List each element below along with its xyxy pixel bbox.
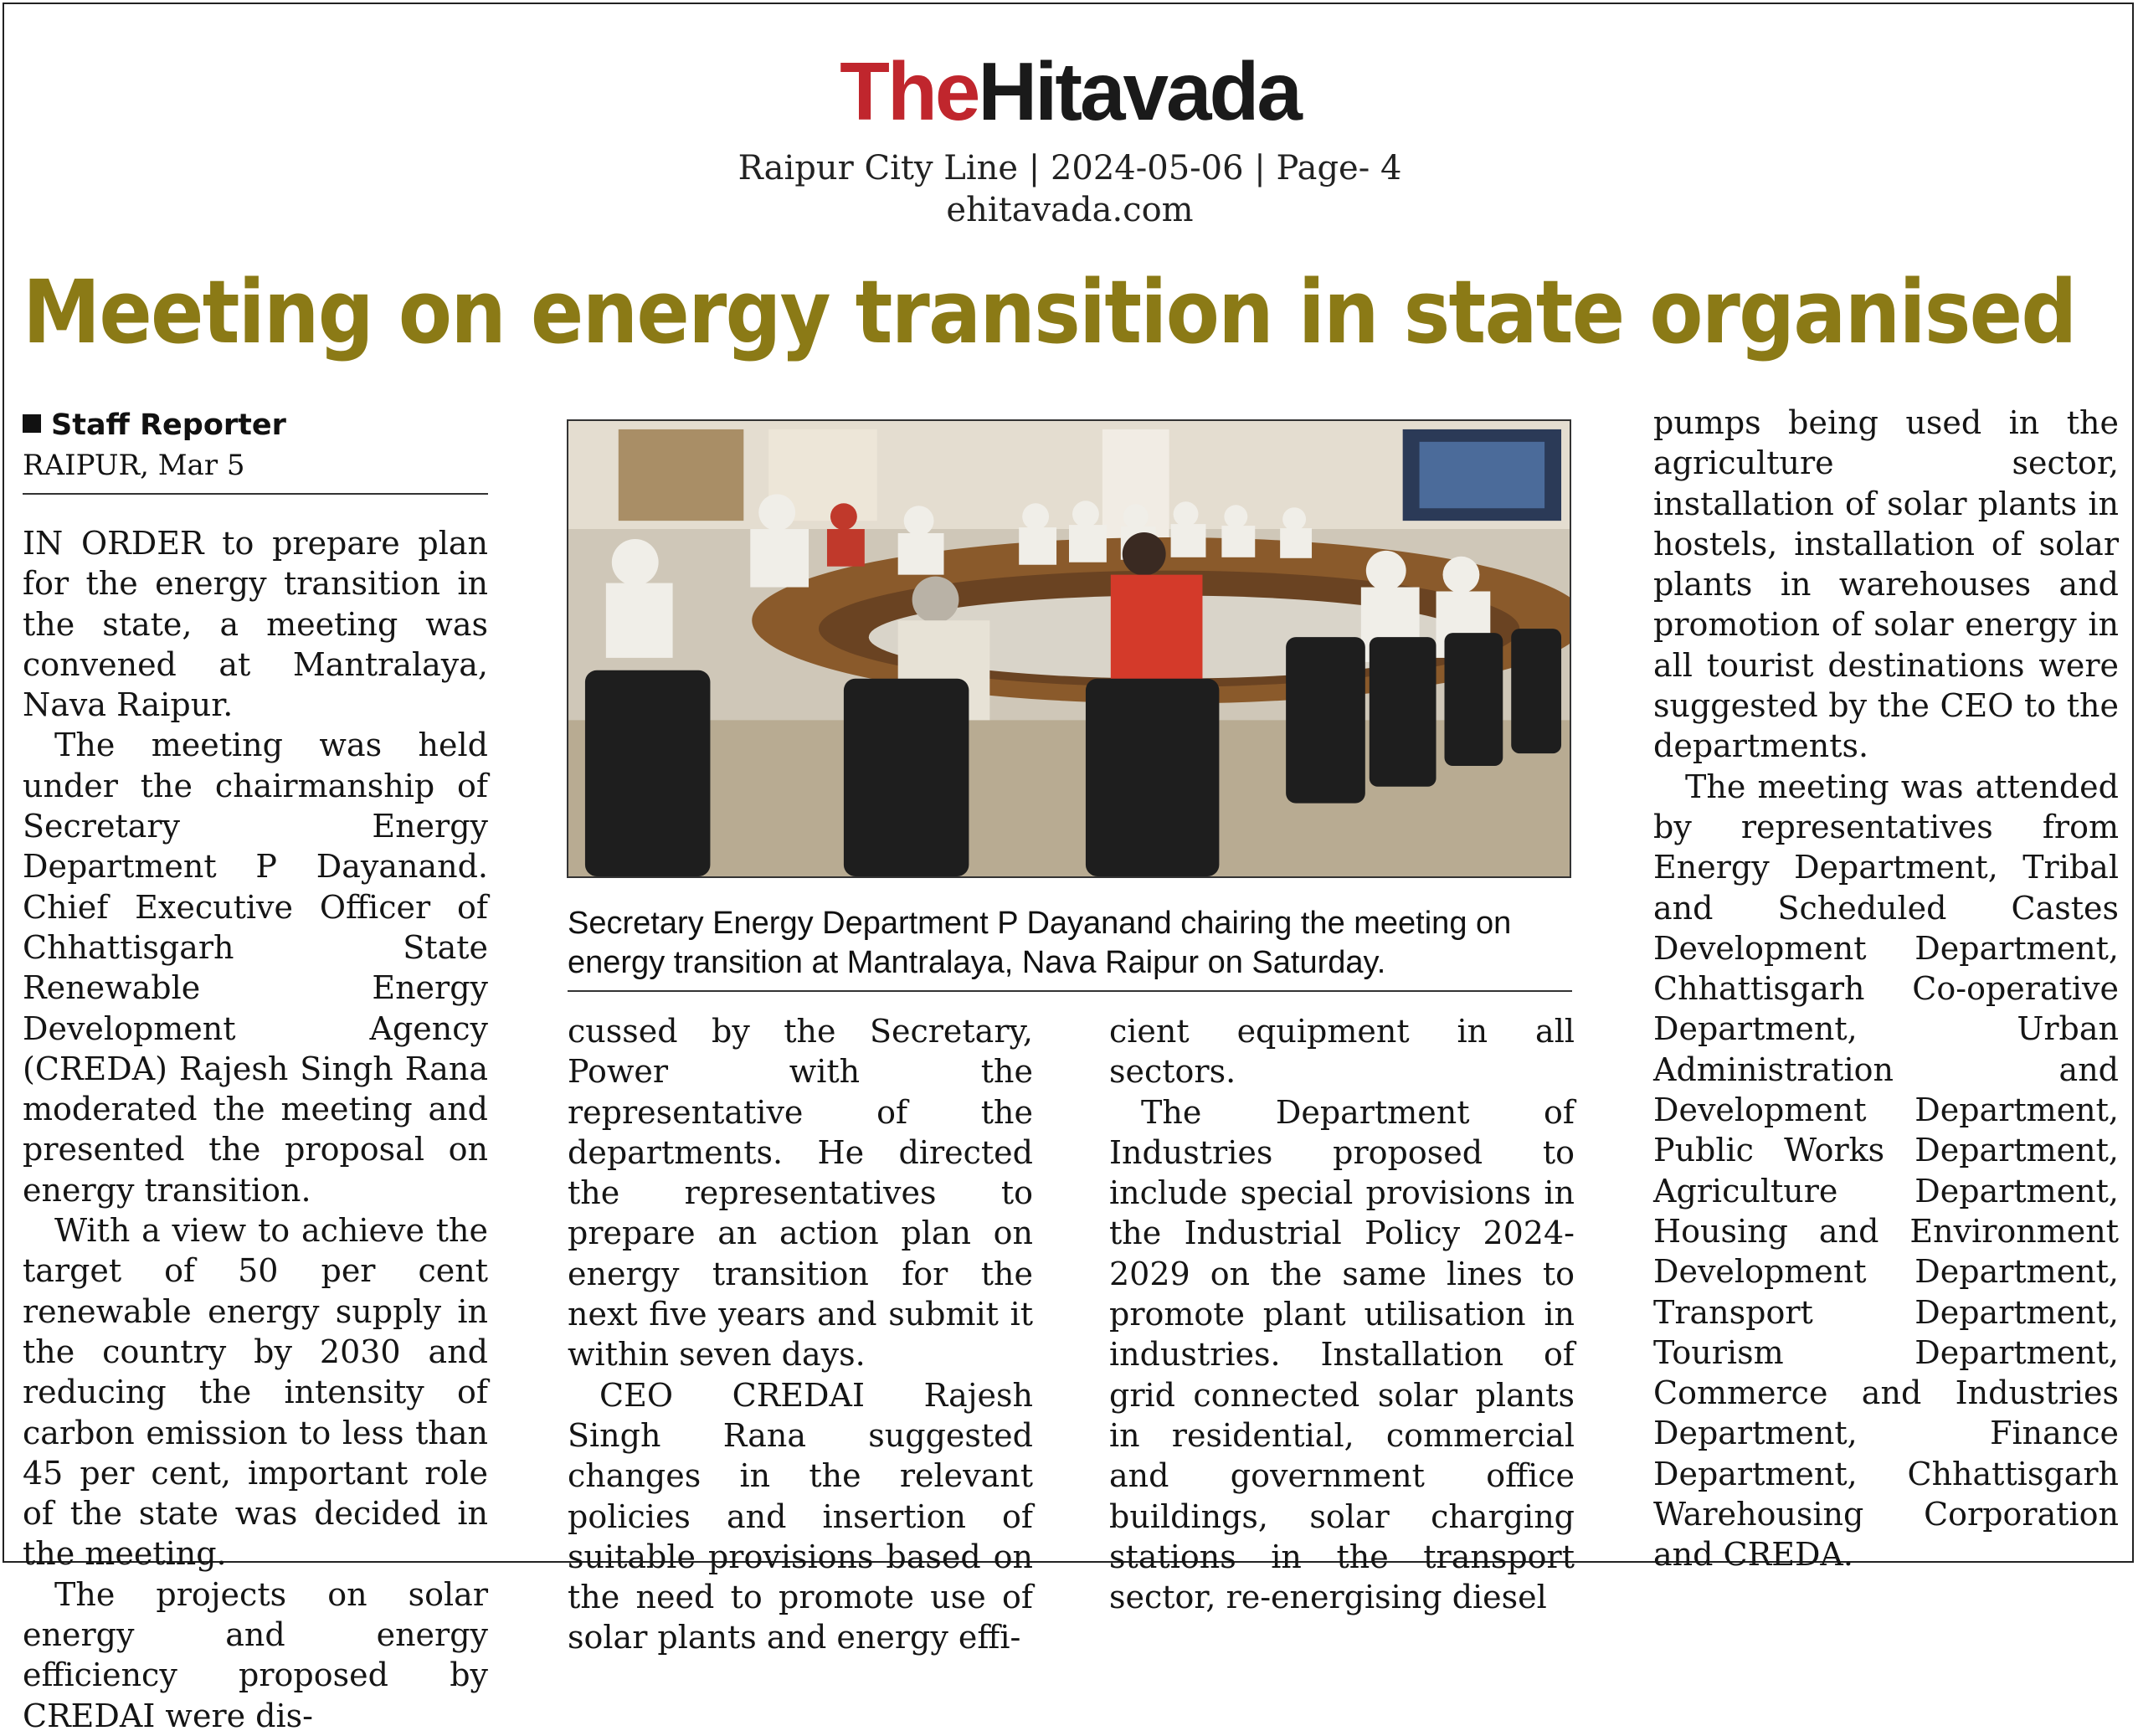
edition-line: Raipur City Line | 2024-05-06 | Page- 4: [738, 149, 1402, 187]
article-column-3: [1109, 1011, 1575, 1617]
paragraph: The projects on solar energy and energy efficiency proposed by CREDAI were dis-: [23, 1575, 488, 1734]
logo-brand: Hitavada: [978, 45, 1300, 137]
newspaper-clipping: [3, 3, 2134, 1734]
site-url: ehitavada.com: [946, 191, 1194, 229]
paragraph: CEO CREDAI Rajesh Singh Rana suggested changes in the relevant policies and insertion of suitable provisions based on the need to promote use of solar plants and energy effi-: [568, 1376, 1033, 1656]
headline: Meeting on energy transition in state organised: [23, 261, 2076, 363]
paragraph: With a view to achieve the target of 50 per cent renewable energy supply in the country by 2030 and reducing the intensity of carbon emission to less than 45 per cent, important role of the state was decided in the meeting.: [23, 1212, 488, 1573]
byline: [23, 408, 286, 442]
byline-text: Staff Reporter: [51, 408, 286, 442]
article-column-1: [23, 523, 488, 1736]
newspaper-logo: [4, 45, 2135, 137]
paragraph: cient equipment in all sectors.: [1109, 1013, 1575, 1091]
paragraph: The meeting was attended by representatives from Energy Department, Tribal and Scheduled Castes Development Department, Chhattisgarh Co-operative Department, Urban Administration and Development Department, Public Works Department, Agriculture Department, Housing and Environment Development Department, Transport Department, Tourism Department, Commerce and Industries Department, Finance Department, Chhattisgarh Warehousing Corporation and CREDA.: [1653, 768, 2119, 1574]
meeting-photo: [567, 419, 1571, 878]
divider: [568, 990, 1572, 992]
article-column-4: [1653, 403, 2119, 1575]
dateline: RAIPUR, Mar 5: [23, 449, 245, 482]
square-bullet-icon: [23, 414, 41, 433]
logo-the: The: [840, 45, 979, 137]
divider: [23, 493, 488, 495]
masthead: [4, 45, 2135, 137]
paragraph: cussed by the Secretary, Power with the representative of the departments. He directed the representatives to prepare an action plan on energy transition for the next five years and submit it within seven days.: [568, 1013, 1033, 1374]
photo-caption: Secretary Energy Department P Dayanand chairing the meeting on energy transition at Mantralaya, Nava Raipur on Saturday.: [568, 906, 1512, 980]
paragraph: The Department of Industries proposed to include special provisions in the Industrial Policy 2024-2029 on the same lines to promote plant utilisation in industries. Installation of grid connected solar plants in residential, commercial and government office buildings, solar charging stations in the transport sector, re-energising diesel: [1109, 1093, 1575, 1616]
article-column-2: [568, 1011, 1033, 1658]
paragraph: pumps being used in the agriculture sector, installation of solar plants in hostels, installation of solar plants in warehouses and promotion of solar energy in all tourist destinations were suggested by the CEO to the departments.: [1653, 404, 2119, 765]
paragraph: The meeting was held under the chairmanship of Secretary Energy Department P Dayanand. Chief Executive Officer of Chhattisgarh State Renewable Energy Development Agency (CREDA) Rajesh Singh Rana moderated the meeting and presented the proposal on energy transition.: [23, 727, 488, 1209]
paragraph: IN ORDER to prepare plan for the energy transition in the state, a meeting was convened at Mantralaya, Nava Raipur.: [23, 525, 488, 724]
